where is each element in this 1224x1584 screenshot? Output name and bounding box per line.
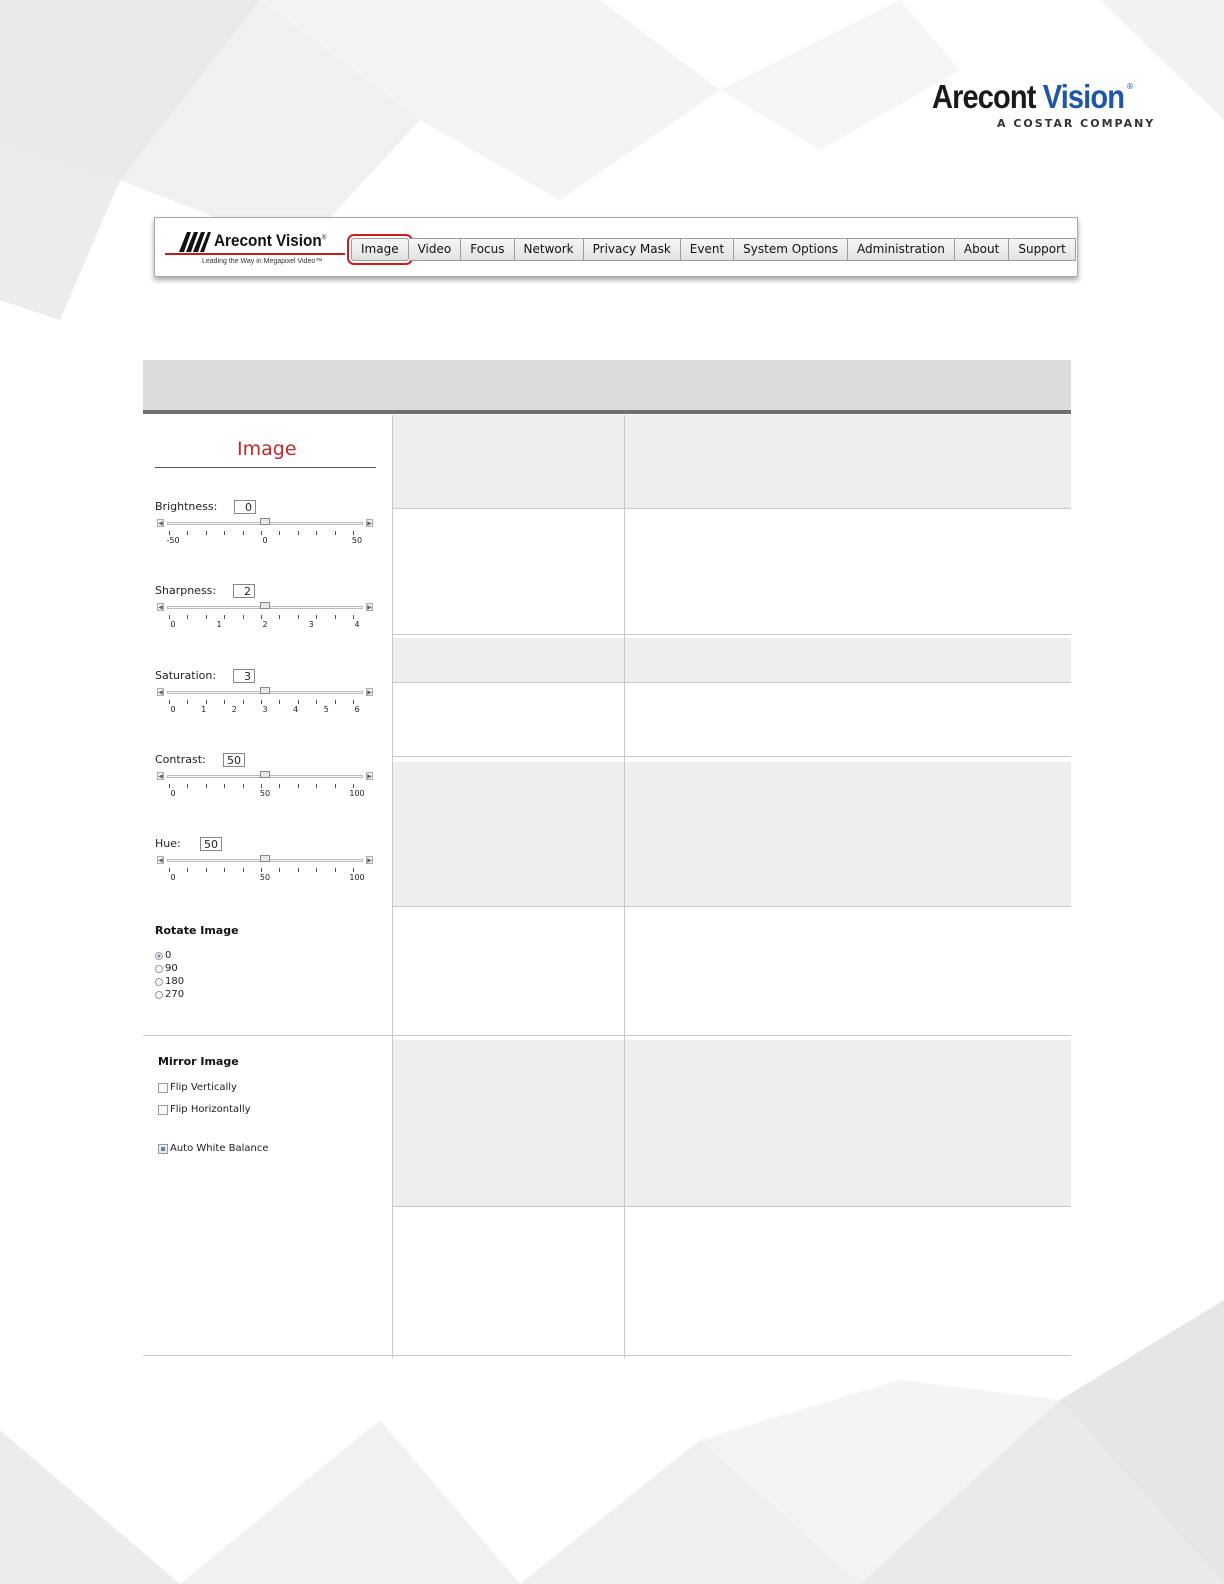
tab-system-options[interactable]: System Options <box>734 238 848 261</box>
rotate-option-label: 90 <box>165 963 178 974</box>
slider-tick <box>279 868 280 872</box>
rotate-radio[interactable] <box>155 991 163 999</box>
slider-value-input[interactable]: 2 <box>233 584 255 598</box>
slider-contrast <box>155 753 377 823</box>
mirror-image-heading: Mirror Image <box>158 1055 239 1068</box>
slider-tick <box>316 531 317 535</box>
slider-tick <box>335 700 336 704</box>
tab-event[interactable]: Event <box>681 238 734 261</box>
nav-logo-underline <box>165 253 345 255</box>
brand-subtitle: A COSTAR COMPANY <box>997 117 1156 130</box>
slider-tick-label: 1 <box>201 705 207 714</box>
table-cell <box>393 762 1071 906</box>
slider-right-arrow-icon[interactable]: ▶ <box>367 604 372 611</box>
slider-tick <box>243 615 244 619</box>
slider-tick-label: 3 <box>262 705 268 714</box>
flip-vertically-checkbox[interactable] <box>158 1083 168 1093</box>
slider-tick <box>353 784 354 788</box>
slider-tick <box>279 700 280 704</box>
flip-vertically-label: Flip Vertically <box>170 1082 237 1093</box>
slider-tick <box>243 784 244 788</box>
slider-label: Brightness: <box>155 500 218 513</box>
slider-tick <box>261 868 262 872</box>
slider-tick-label: 50 <box>259 873 271 882</box>
slider-tick <box>261 531 262 535</box>
slider-tick <box>298 868 299 872</box>
nav-logo-name: Arecont Vision® <box>214 231 327 250</box>
slider-tick-label: 0 <box>170 789 176 798</box>
panel-title-rule <box>155 467 376 468</box>
slider-tick <box>316 615 317 619</box>
slider-label: Saturation: <box>155 669 217 682</box>
slider-tick <box>298 615 299 619</box>
flip-horizontally-option[interactable] <box>158 1104 251 1115</box>
slider-tick-label: 2 <box>231 705 237 714</box>
slider-tick-label: 4 <box>293 705 299 714</box>
slider-tick <box>187 868 188 872</box>
slider-tick <box>335 784 336 788</box>
slider-left-arrow-icon[interactable]: ◀ <box>158 773 163 780</box>
row-divider <box>393 508 1071 509</box>
tab-network[interactable]: Network <box>515 238 584 261</box>
rotate-option-270[interactable] <box>155 989 184 1000</box>
slider-thumb[interactable] <box>260 518 270 525</box>
rotate-radio[interactable] <box>155 978 163 986</box>
slider-tick <box>298 700 299 704</box>
slider-tick-label: 100 <box>349 789 365 798</box>
rotate-radio[interactable] <box>155 965 163 973</box>
slider-right-arrow-icon[interactable]: ▶ <box>367 857 372 864</box>
rotate-option-label: 180 <box>165 976 185 987</box>
slider-tick <box>169 615 170 619</box>
slider-tick <box>335 868 336 872</box>
slider-thumb[interactable] <box>260 771 270 778</box>
tab-about[interactable]: About <box>955 238 1009 261</box>
slider-tick-label: 6 <box>354 705 360 714</box>
slider-tick <box>206 615 207 619</box>
slider-tick <box>279 615 280 619</box>
slider-tick-label: 0 <box>262 536 268 545</box>
slider-label: Sharpness: <box>155 584 217 597</box>
slider-tick <box>335 615 336 619</box>
brand-registered-mark: ® <box>1126 82 1134 91</box>
slider-left-arrow-icon[interactable]: ◀ <box>158 520 163 527</box>
auto-white-balance-checkbox[interactable] <box>158 1144 168 1154</box>
slider-tick <box>316 868 317 872</box>
slider-tick-label: 3 <box>308 620 314 629</box>
tab-focus[interactable]: Focus <box>461 238 514 261</box>
slider-tick <box>187 700 188 704</box>
row-divider <box>393 682 1071 683</box>
slider-value-input[interactable]: 0 <box>234 500 256 514</box>
flip-vertically-option[interactable] <box>158 1082 237 1093</box>
slider-tick <box>261 784 262 788</box>
slider-tick-label: -50 <box>166 536 180 545</box>
slider-tick <box>298 784 299 788</box>
slider-saturation <box>155 669 377 739</box>
slider-track[interactable] <box>157 856 373 864</box>
flip-horizontally-label: Flip Horizontally <box>170 1104 251 1115</box>
slider-value-input[interactable]: 50 <box>223 753 245 767</box>
rotate-option-label: 270 <box>165 989 185 1000</box>
slider-tick <box>353 700 354 704</box>
slider-right-arrow-icon[interactable]: ▶ <box>367 689 372 696</box>
panel-title: Image <box>237 438 297 460</box>
slider-tick <box>224 615 225 619</box>
row-divider <box>393 634 1071 635</box>
slider-tick <box>335 531 336 535</box>
slider-tick <box>279 784 280 788</box>
nav-tabs <box>351 238 1076 260</box>
table-cell <box>393 638 1071 682</box>
slider-tick <box>224 531 225 535</box>
slider-track[interactable] <box>157 519 373 527</box>
rotate-image-heading: Rotate Image <box>155 924 239 937</box>
slider-tick <box>169 868 170 872</box>
tab-video[interactable]: Video <box>409 238 462 261</box>
slider-value-input[interactable]: 50 <box>200 837 222 851</box>
rotate-option-90[interactable] <box>155 963 178 974</box>
slider-track[interactable] <box>157 772 373 780</box>
slider-right-arrow-icon[interactable]: ▶ <box>367 520 372 527</box>
flip-horizontally-checkbox[interactable] <box>158 1105 168 1115</box>
slider-left-arrow-icon[interactable]: ◀ <box>158 604 163 611</box>
slider-tick <box>243 531 244 535</box>
row-divider <box>393 1206 1071 1207</box>
rotate-option-label: 0 <box>165 950 172 961</box>
slider-tick <box>206 700 207 704</box>
slider-thumb[interactable] <box>260 602 270 609</box>
slider-tick-label: 0 <box>170 873 176 882</box>
row-divider <box>393 906 1071 907</box>
slider-label: Hue: <box>155 837 181 850</box>
slider-track[interactable] <box>157 688 373 696</box>
slider-tick <box>279 531 280 535</box>
slider-tick <box>169 700 170 704</box>
slider-value-input[interactable]: 3 <box>233 669 255 683</box>
slider-tick <box>298 531 299 535</box>
brand-name: Arecont Vision <box>932 78 1125 115</box>
slider-tick <box>187 784 188 788</box>
tab-image[interactable]: Image <box>351 238 409 261</box>
nav-logo <box>173 226 333 268</box>
slider-tick <box>224 868 225 872</box>
slider-tick <box>261 700 262 704</box>
slider-tick <box>353 615 354 619</box>
slider-tick <box>169 784 170 788</box>
auto-white-balance-label: Auto White Balance <box>170 1143 269 1154</box>
slider-tick <box>206 531 207 535</box>
tab-administration[interactable]: Administration <box>848 238 955 261</box>
slider-tick <box>353 531 354 535</box>
nav-screenshot <box>154 217 1078 277</box>
tab-support[interactable]: Support <box>1009 238 1075 261</box>
slider-track[interactable] <box>157 603 373 611</box>
row-divider <box>143 1035 1071 1036</box>
auto-white-balance-option[interactable] <box>158 1143 269 1154</box>
slider-thumb[interactable] <box>260 855 270 862</box>
table-cell <box>393 415 1071 508</box>
slider-tick <box>316 784 317 788</box>
slider-tick <box>206 868 207 872</box>
column-divider <box>624 415 625 1358</box>
rotate-option-180[interactable] <box>155 976 184 987</box>
slider-tick <box>353 868 354 872</box>
nav-logo-tagline: Leading the Way in Megapixel Video™ <box>202 258 323 265</box>
arecont-logo-icon <box>177 230 211 254</box>
slider-tick-label: 50 <box>351 536 363 545</box>
brand-logo <box>932 78 1156 138</box>
slider-tick <box>243 700 244 704</box>
slider-tick <box>206 784 207 788</box>
slider-tick-label: 1 <box>216 620 222 629</box>
table-cell <box>393 1040 1071 1206</box>
slider-tick <box>316 700 317 704</box>
row-divider <box>143 1355 1071 1356</box>
slider-right-arrow-icon[interactable]: ▶ <box>367 773 372 780</box>
slider-tick-label: 50 <box>259 789 271 798</box>
slider-label: Contrast: <box>155 753 206 766</box>
slider-tick <box>243 868 244 872</box>
rotate-option-0[interactable] <box>155 950 171 961</box>
slider-tick <box>224 700 225 704</box>
slider-tick <box>187 531 188 535</box>
slider-tick-label: 0 <box>170 620 176 629</box>
slider-tick <box>187 615 188 619</box>
slider-tick <box>169 531 170 535</box>
slider-tick-label: 4 <box>354 620 360 629</box>
slider-tick-label: 0 <box>170 705 176 714</box>
slider-brightness <box>155 500 377 570</box>
rotate-radio[interactable] <box>155 952 163 960</box>
table-header <box>143 360 1071 414</box>
slider-tick-label: 5 <box>323 705 329 714</box>
slider-hue <box>155 837 377 907</box>
slider-tick-label: 2 <box>262 620 268 629</box>
row-divider <box>393 756 1071 757</box>
image-settings-panel <box>143 415 393 1154</box>
slider-tick <box>224 784 225 788</box>
slider-thumb[interactable] <box>260 687 270 694</box>
slider-left-arrow-icon[interactable]: ◀ <box>158 857 163 864</box>
slider-sharpness <box>155 584 377 654</box>
tab-privacy-mask[interactable]: Privacy Mask <box>584 238 681 261</box>
slider-left-arrow-icon[interactable]: ◀ <box>158 689 163 696</box>
slider-tick <box>261 615 262 619</box>
slider-tick-label: 100 <box>349 873 365 882</box>
